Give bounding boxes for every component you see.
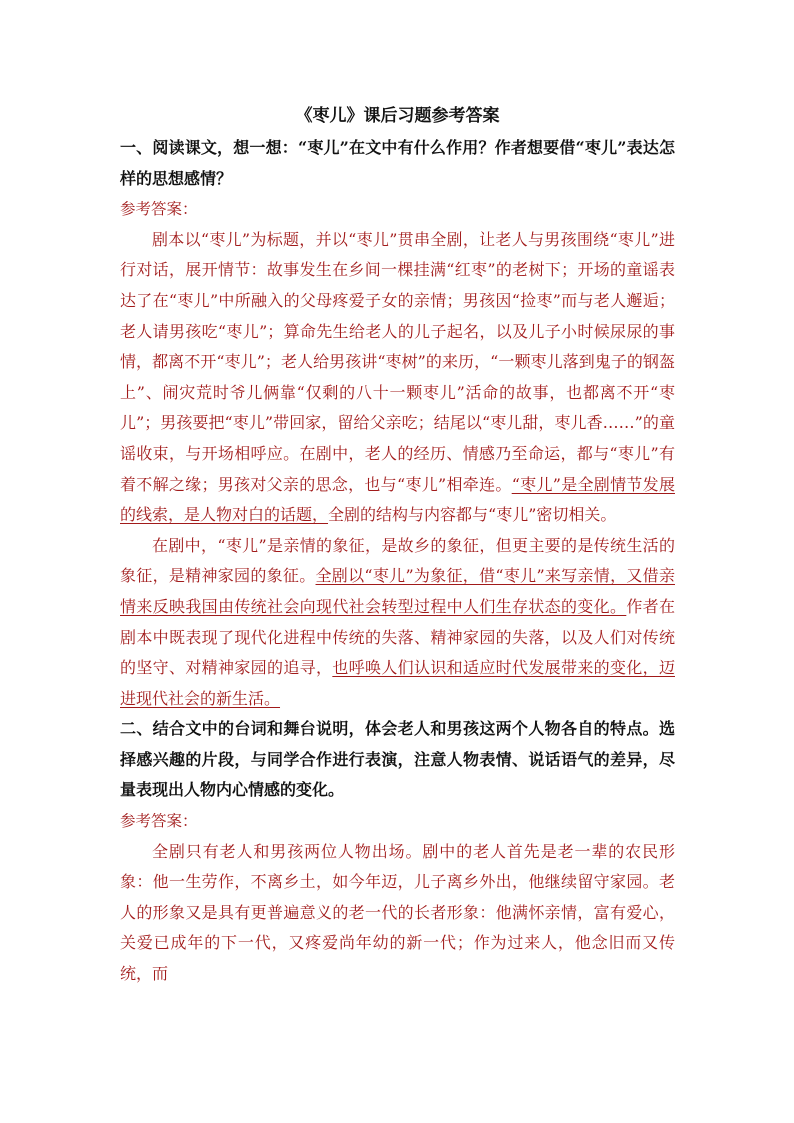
answer-1-p2-mid: 作者在剧本中既表现了现代化进程中传统的失落、精神家园的失落，以及人们对传统的坚守、对精神家园的追寻， xyxy=(120,596,675,678)
answer-1-p1-tail: 全剧的结构与内容都与“枣儿”密切相关。 xyxy=(328,505,617,525)
answer-1-p1-text: 剧本以“枣儿”为标题，并以“枣儿”贯串全剧，让老人与男孩围绕“枣儿”进行对话，展开情节：故事发生在乡间一棵挂满“红枣”的老树下；开场的童谣表达了在“枣儿”中所融入的父母疼爱子女的亲情；男孩因“捡枣”而与老人邂逅；老人请男孩吃“枣儿”；算命先生给老人的儿子起名，以及儿子小时候尿尿的事情，都离不开“枣儿”；老人给男孩讲“枣树”的来历，“一颗枣儿落到鬼子的钢盔上”、闹灾荒时爷儿俩靠“仅剩的八十一颗枣儿”活命的故事，也都离不开“枣儿”；男孩要把“枣儿”带回家，留给父亲吃；结尾以“枣儿甜，枣儿香……”的童谣收束，与开场相呼应。在剧中，老人的经历、情感乃至命运，都与“枣儿”有着不解之缘；男孩对父亲的思念，也与“枣儿”相牵连。 xyxy=(120,229,675,494)
answer-2-paragraph-1: 全剧只有老人和男孩两位人物出场。剧中的老人首先是老一辈的农民形象：他一生劳作，不离乡土，如今年迈，儿子离乡外出，他继续留守家园。老人的形象又是具有更普遍意义的老一代的长者形象：他满怀亲情，富有爱心，关爱已成年的下一代，又疼爱尚年幼的新一代；作为过来人，他念旧而又传统，而 xyxy=(120,841,675,984)
answer-1-p2-underlined-b: 也呼唤人们认识和适应时代发展带来的变化，迈进现代社会的新生活。 xyxy=(120,658,675,708)
answer-1-p1-underlined: “枣儿”是全剧情节发展的线索，是人物对白的话题， xyxy=(120,474,675,525)
answer-label-2: 参考答案： xyxy=(120,812,198,831)
question-2: 二、结合文中的台词和舞台说明，体会老人和男孩这两个人物各自的特点。选择感兴趣的片段，与同学合作进行表演，注意人物表情、说话语气的差异，尽量表现出人物内心情感的变化。 xyxy=(120,719,675,800)
document-title: 《枣儿》课后习题参考答案 xyxy=(295,106,500,126)
answer-1-p2-underlined-a: 全剧以“枣儿”为象征，借“枣儿”来写亲情，又借亲情来反映我国由传统社会向现代社会转型过程中人们生存状态的变化。 xyxy=(120,566,675,616)
answer-label-1: 参考答案： xyxy=(120,200,198,219)
question-1: 一、阅读课文，想一想：“枣儿”在文中有什么作用？作者想要借“枣儿”表达怎样的思想感情？ xyxy=(120,138,675,188)
document-body xyxy=(120,101,675,990)
answer-1-paragraph-1 xyxy=(120,225,675,531)
answer-1-paragraph-2 xyxy=(120,531,675,715)
answer-1-p2-text: 在剧中，“枣儿”是亲情的象征，是故乡的象征，但更主要的是传统生活的象征，是精神家园的象征。 xyxy=(120,535,675,586)
